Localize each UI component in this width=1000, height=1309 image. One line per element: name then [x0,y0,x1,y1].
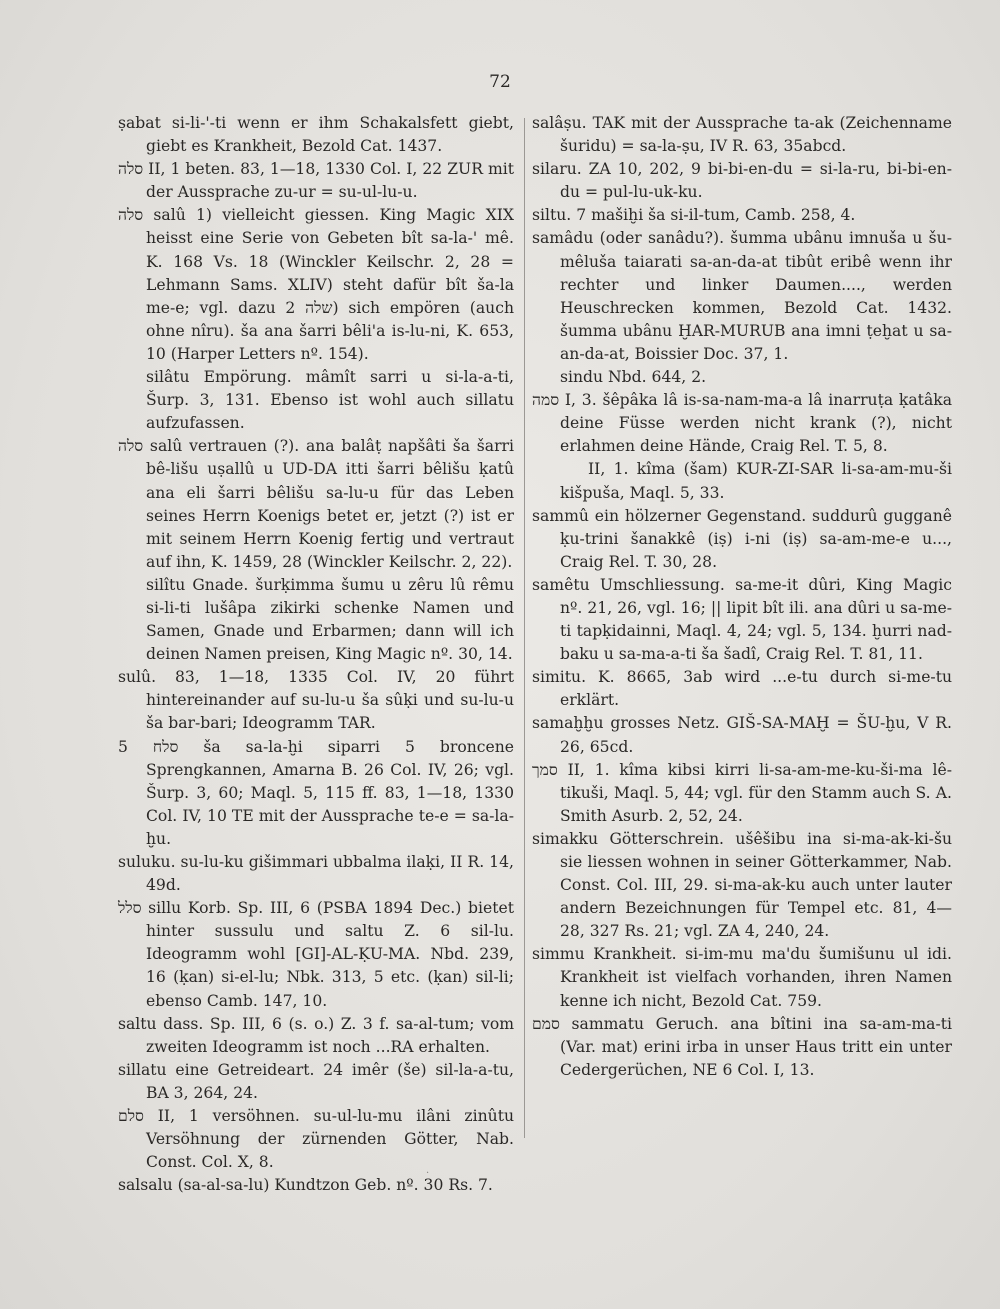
entry: silîtu Gnade. šurḳimma šumu u zêru lû rêmu si-li-ti lušâpa zikirki schenke Namen und Samen, Gnade und Erbarmen; dann will ich deinen Namen preisen, King Magic nº. 30, 14. [146,575,514,664]
entry: salsalu (sa-al-sa-lu) Kundtzon Geb. nº. 30 Rs. 7. [118,1176,493,1195]
entry: סלם II, 1 versöhnen. su-ul-lu-mu ilâni zinûtu Versöhnung der zürnenden Götter, Nab. Const. Col. X, 8. [118,1107,514,1172]
entry: סלל sillu Korb. Sp. III, 6 (PSBA 1894 Dec.) bietet hinter sussulu und saltu Z. 6 sil-lu. Ideogramm wohl [GI]-AL-ḲU-MA. Nbd. 239, 16 (ḳan) si-el-lu; Nbk. 313, 5 etc. (ḳan) sil-li; ebenso Camb. 147, 10. [118,899,514,1010]
entry: sindu Nbd. 644, 2. [560,368,707,387]
entry: sulû. 83, 1—18, 1335 Col. IV, 20 führt hintereinander auf su-lu-u ša sûḳi und su-lu-u ša bar-bari; Ideogramm TAR. [118,668,514,733]
left-column [118,112,514,1197]
entry: סמם sammatu Geruch. ana bîtini ina sa-am-ma-ti (Var. mat) erini irba in unser Haus tritt ein unter Cedergerüchen, NE 6 Col. I, 13. [532,1014,952,1079]
entry: simakku Götterschrein. ušêšibu ina si-ma-ak-ki-šu sie liessen wohnen in seiner Götterkammer, Nab. Const. Col. III, 29. si-ma-ak-ku auch unter lauter andern Bezeichnungen für Tempel etc. 81, 4—28, 327 Rs. 21; vgl. ZA 4, 240, 24. [532,829,952,941]
entry: סמך II, 1. kîma kibsi kirri li-sa-am-me-ku-ši-ma lê-tikuši, Maql. 5, 44; vgl. für den Stamm auch S. A. Smith Asurb. 2, 52, 24. [532,760,952,825]
entry: samaḫḫu grosses Netz. GIŠ-SA-MAḪ = ŠU-ḫu, V R. 26, 65cd. [532,714,952,756]
entry: simitu. K. 8665, 3ab wird ...e-tu durch si-me-tu erklärt. [532,668,952,710]
entry: סלה salû 1) vielleicht giessen. King Magic XIX heisst eine Serie von Gebeten bît sa-la-' mê. K. 168 Vs. 18 (Winckler Keilschr. 2, 28 = Lehmann Sams. XLIV) steht dafür bît ša-la me-e; vgl. dazu שלה 2) sich empören (auch ohne nîru). ša ana šarri bêli'a is-lu-ni, K. 653, 10 (Harper Letters nº. 154). [118,206,514,363]
entry: saltu dass. Sp. III, 6 (s. o.) Z. 3 f. sa-al-tum; vom zweiten Ideogramm ist noch ...RA erhalten. [118,1014,514,1056]
right-column [532,112,952,1082]
entry: סלח 5 ša sa-la-ḫi siparri 5 broncene Sprengkannen, Amarna B. 26 Col. IV, 26; vgl. Šurp. 3, 60; Maql. 5, 115 ff. 83, 1—18, 1330 Col. IV, 10 TE mit der Aussprache te-e = sa-la-ḫu. [118,737,514,848]
entry: ṣabat si-li-'-ti wenn er ihm Schakalsfett giebt, giebt es Krankheit, Bezold Cat. 1437. [118,114,514,156]
paper-speck: · [426,1168,430,1179]
column-divider [524,118,525,1138]
entry: sillatu eine Getreideart. 24 imêr (še) sil-la-a-tu, BA 3, 264, 24. [118,1060,514,1102]
entry: samâdu (oder sanâdu?). šumma ubânu imnuša u šu-mêluša taiarati sa-an-da-at tibût eribê wenn ihr rechter und linker Daumen...., werden Heuschrecken kommen, Bezold Cat. 1432. šumma ubânu ḪAR-MURUB ana imni ṭeḫat u sa-an-da-at, Boissier Doc. 37, 1. [532,229,952,363]
entry: סלה salû vertrauen (?). ana balâṭ napšâti ša šarri bê-lišu uṣallû u UD-DA itti šarri bêlišu ḳatû ana eli šarri bêlišu sa-lu-u für das Leben seines Herrn Koenigs betet er, jetzt (?) ist er mit seinem Herrn Koenig fertig und vertraut auf ihn, K. 1459, 28 (Winckler Keilschr. 2, 22). [118,437,514,571]
entry: סמה I, 3. šêpâka lâ is-sa-nam-ma-a lâ inarruṭa ḳatâka deine Füsse werden nicht krank (?), nicht erlahmen deine Hände, Craig Rel. T. 5, 8. [532,391,952,456]
entry: simmu Krankheit. si-im-mu ma'du šumišunu ul idi. Krankheit ist vielfach vorhanden, ihren Namen kenne ich nicht, Bezold Cat. 759. [532,945,952,1010]
entry: silâtu Empörung. mâmît sarri u si-la-a-ti, Šurp. 3, 131. Ebenso ist wohl auch sillatu aufzufassen. [146,368,514,433]
entry: silaru. ZA 10, 202, 9 bi-bi-en-du = si-la-ru, bi-bi-en-du = pul-lu-uk-ku. [532,160,952,202]
entry: sammû ein hölzerner Gegenstand. suddurû gugganê ḳu-trini šanakkê (iṣ) i-ni (iṣ) sa-am-me-e u..., Craig Rel. T. 30, 28. [532,506,952,571]
entry: סלה II, 1 beten. 83, 1—18, 1330 Col. I, 22 ZUR mit der Aussprache zu-ur = su-ul-lu-u. [118,160,514,202]
entry: II, 1. kîma (šam) KUR-ZI-SAR li-sa-am-mu-ši kišpuša, Maql. 5, 33. [560,460,952,502]
entry: salâṣu. TAK mit der Aussprache ta-ak (Zeichenname šuridu) = sa-la-ṣu, IV R. 63, 35abcd. [532,114,952,156]
entry: samêtu Umschliessung. sa-me-it dûri, King Magic nº. 21, 26, vgl. 16; || lipit bît ili. ana dûri u sa-me-ti tapḳidainni, Maql. 4, 24; vgl. 5, 134. ḫurri nad-baku u sa-ma-a-ti ša šadî, Craig Rel. T. 81, 11. [532,575,952,664]
page-number: 72 [489,72,511,92]
entry: siltu. 7 mašiḫi ša si-il-tum, Camb. 258, 4. [532,206,856,225]
entry: suluku. su-lu-ku gišimmari ubbalma ilaḳi, II R. 14, 49d. [118,853,514,895]
